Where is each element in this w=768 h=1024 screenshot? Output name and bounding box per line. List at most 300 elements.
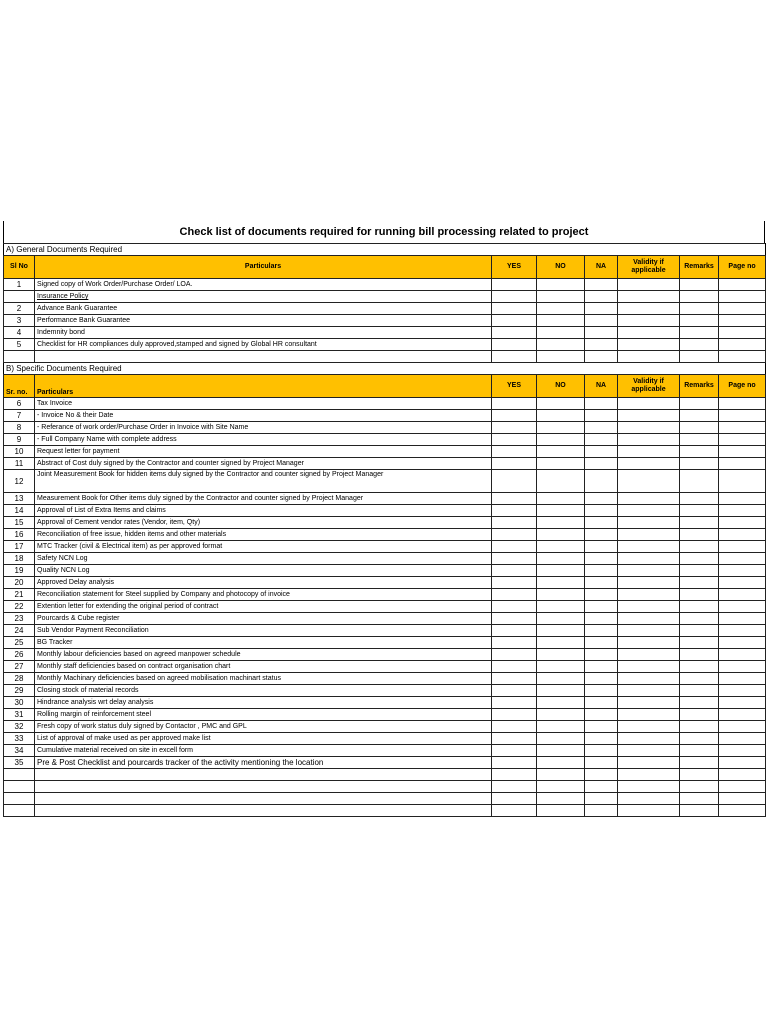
remarks-cell[interactable] [680,673,719,685]
page-no-cell[interactable] [719,673,766,685]
remarks-cell[interactable] [680,661,719,673]
row-particulars: Abstract of Cost duly signed by the Contractor and counter signed by Project Manager [35,458,492,470]
na-cell[interactable] [585,757,618,769]
validity-cell[interactable] [618,709,680,721]
na-cell[interactable] [585,470,618,493]
na-cell[interactable] [585,709,618,721]
yes-cell[interactable] [492,339,537,351]
page-no-cell[interactable] [719,446,766,458]
page-no-cell[interactable] [719,422,766,434]
no-cell[interactable] [537,291,585,303]
validity-cell[interactable] [618,697,680,709]
yes-cell[interactable] [492,493,537,505]
na-cell[interactable] [585,410,618,422]
yes-cell[interactable] [492,733,537,745]
page-no-cell[interactable] [719,577,766,589]
page-no-cell[interactable] [719,637,766,649]
no-cell[interactable] [537,398,585,410]
remarks-cell[interactable] [680,769,719,781]
no-cell[interactable] [537,613,585,625]
no-cell[interactable] [537,410,585,422]
validity-cell[interactable] [618,339,680,351]
na-cell[interactable] [585,422,618,434]
na-cell[interactable] [585,721,618,733]
validity-cell[interactable] [618,685,680,697]
no-cell[interactable] [537,805,585,817]
yes-cell[interactable] [492,279,537,291]
page-no-cell[interactable] [719,410,766,422]
page-no-cell[interactable] [719,601,766,613]
row-particulars: Pourcards & Cube register [35,613,492,625]
na-cell[interactable] [585,291,618,303]
row-particulars: Pre & Post Checklist and pourcards tracker of the activity mentioning the location [35,757,492,769]
no-cell[interactable] [537,351,585,363]
yes-cell[interactable] [492,422,537,434]
yes-cell[interactable] [492,541,537,553]
remarks-cell[interactable] [680,793,719,805]
page-no-cell[interactable] [719,769,766,781]
na-cell[interactable] [585,351,618,363]
page-no-cell[interactable] [719,529,766,541]
no-cell[interactable] [537,589,585,601]
page-no-cell[interactable] [719,565,766,577]
row-particulars: Approval of List of Extra Items and claims [35,505,492,517]
no-cell[interactable] [537,781,585,793]
remarks-cell[interactable] [680,422,719,434]
no-cell[interactable] [537,303,585,315]
no-cell[interactable] [537,709,585,721]
validity-cell[interactable] [618,613,680,625]
yes-cell[interactable] [492,709,537,721]
row-number: 24 [4,625,35,637]
remarks-cell[interactable] [680,493,719,505]
header-cell: NO [537,375,585,398]
validity-cell[interactable] [618,351,680,363]
yes-cell[interactable] [492,589,537,601]
page-no-cell[interactable] [719,517,766,529]
row-number: 10 [4,446,35,458]
no-cell[interactable] [537,470,585,493]
validity-cell[interactable] [618,398,680,410]
remarks-cell[interactable] [680,625,719,637]
row-particulars: Joint Measurement Book for hidden items duly signed by the Contractor and counter signed by Project Manager [35,470,492,493]
remarks-cell[interactable] [680,601,719,613]
na-cell[interactable] [585,577,618,589]
header-cell: Sr. no. [4,375,35,398]
page-no-cell[interactable] [719,757,766,769]
remarks-cell[interactable] [680,279,719,291]
no-cell[interactable] [537,493,585,505]
row-particulars: Monthly labour deficiencies based on agreed manpower schedule [35,649,492,661]
yes-cell[interactable] [492,553,537,565]
na-cell[interactable] [585,458,618,470]
page-no-cell[interactable] [719,805,766,817]
row-number: 33 [4,733,35,745]
na-cell[interactable] [585,279,618,291]
na-cell[interactable] [585,601,618,613]
validity-cell[interactable] [618,279,680,291]
row-particulars: Monthly Machinary deficiencies based on agreed mobilisation machinart status [35,673,492,685]
yes-cell[interactable] [492,315,537,327]
yes-cell[interactable] [492,769,537,781]
no-cell[interactable] [537,745,585,757]
yes-cell[interactable] [492,601,537,613]
validity-cell[interactable] [618,505,680,517]
row-number: 6 [4,398,35,410]
remarks-cell[interactable] [680,685,719,697]
table-row [4,661,766,673]
no-cell[interactable] [537,327,585,339]
validity-cell[interactable] [618,458,680,470]
validity-cell[interactable] [618,625,680,637]
no-cell[interactable] [537,733,585,745]
page-no-cell[interactable] [719,625,766,637]
validity-cell[interactable] [618,565,680,577]
yes-cell[interactable] [492,757,537,769]
row-particulars: Reconciliation of free issue, hidden items and other materials [35,529,492,541]
na-cell[interactable] [585,805,618,817]
remarks-cell[interactable] [680,315,719,327]
remarks-cell[interactable] [680,327,719,339]
remarks-cell[interactable] [680,553,719,565]
remarks-cell[interactable] [680,434,719,446]
validity-cell[interactable] [618,434,680,446]
table-row [4,589,766,601]
no-cell[interactable] [537,422,585,434]
yes-cell[interactable] [492,793,537,805]
remarks-cell[interactable] [680,351,719,363]
validity-cell[interactable] [618,637,680,649]
yes-cell[interactable] [492,697,537,709]
row-particulars: Checklist for HR compliances duly approved,stamped and signed by Global HR consultant [35,339,492,351]
validity-cell[interactable] [618,577,680,589]
page-no-cell[interactable] [719,505,766,517]
validity-cell[interactable] [618,291,680,303]
na-cell[interactable] [585,315,618,327]
validity-cell[interactable] [618,327,680,339]
validity-cell[interactable] [618,601,680,613]
yes-cell[interactable] [492,613,537,625]
page-no-cell[interactable] [719,745,766,757]
remarks-cell[interactable] [680,565,719,577]
page-no-cell[interactable] [719,470,766,493]
table-row [4,805,766,817]
remarks-cell[interactable] [680,577,719,589]
no-cell[interactable] [537,673,585,685]
yes-cell[interactable] [492,410,537,422]
row-particulars: Quality NCN Log [35,565,492,577]
no-cell[interactable] [537,446,585,458]
row-particulars: List of approval of make used as per approved make list [35,733,492,745]
no-cell[interactable] [537,637,585,649]
page-no-cell[interactable] [719,279,766,291]
table-row [4,565,766,577]
no-cell[interactable] [537,434,585,446]
validity-cell[interactable] [618,315,680,327]
validity-cell[interactable] [618,793,680,805]
row-particulars [35,793,492,805]
page-no-cell[interactable] [719,541,766,553]
no-cell[interactable] [537,339,585,351]
validity-cell[interactable] [618,589,680,601]
row-particulars: Tax Invoice [35,398,492,410]
yes-cell[interactable] [492,529,537,541]
row-particulars [35,351,492,363]
table-row [4,709,766,721]
table-row [4,327,766,339]
page-no-cell[interactable] [719,553,766,565]
checklist-sheet [3,221,765,817]
yes-cell[interactable] [492,351,537,363]
row-particulars: Advance Bank Guarantee [35,303,492,315]
yes-cell[interactable] [492,303,537,315]
validity-cell[interactable] [618,721,680,733]
remarks-cell[interactable] [680,805,719,817]
no-cell[interactable] [537,505,585,517]
yes-cell[interactable] [492,781,537,793]
na-cell[interactable] [585,517,618,529]
row-number: 34 [4,745,35,757]
validity-cell[interactable] [618,422,680,434]
na-cell[interactable] [585,398,618,410]
no-cell[interactable] [537,685,585,697]
remarks-cell[interactable] [680,649,719,661]
no-cell[interactable] [537,661,585,673]
page-no-cell[interactable] [719,398,766,410]
yes-cell[interactable] [492,458,537,470]
validity-cell[interactable] [618,446,680,458]
table-row [4,697,766,709]
header-cell: Page no [719,375,766,398]
remarks-cell[interactable] [680,781,719,793]
yes-cell[interactable] [492,661,537,673]
page-no-cell[interactable] [719,733,766,745]
yes-cell[interactable] [492,398,537,410]
remarks-cell[interactable] [680,398,719,410]
na-cell[interactable] [585,541,618,553]
validity-cell[interactable] [618,805,680,817]
na-cell[interactable] [585,327,618,339]
yes-cell[interactable] [492,649,537,661]
remarks-cell[interactable] [680,637,719,649]
yes-cell[interactable] [492,625,537,637]
remarks-cell[interactable] [680,589,719,601]
row-particulars: Performance Bank Guarantee [35,315,492,327]
remarks-cell[interactable] [680,303,719,315]
remarks-cell[interactable] [680,517,719,529]
row-particulars: - Full Company Name with complete address [35,434,492,446]
no-cell[interactable] [537,697,585,709]
na-cell[interactable] [585,339,618,351]
remarks-cell[interactable] [680,757,719,769]
remarks-cell[interactable] [680,541,719,553]
remarks-cell[interactable] [680,745,719,757]
remarks-cell[interactable] [680,458,719,470]
validity-cell[interactable] [618,673,680,685]
page-no-cell[interactable] [719,351,766,363]
page-no-cell[interactable] [719,721,766,733]
page-no-cell[interactable] [719,709,766,721]
page-no-cell[interactable] [719,685,766,697]
validity-cell[interactable] [618,769,680,781]
no-cell[interactable] [537,577,585,589]
yes-cell[interactable] [492,637,537,649]
no-cell[interactable] [537,279,585,291]
validity-cell[interactable] [618,649,680,661]
no-cell[interactable] [537,793,585,805]
yes-cell[interactable] [492,577,537,589]
page-no-cell[interactable] [719,697,766,709]
na-cell[interactable] [585,793,618,805]
row-number: 23 [4,613,35,625]
validity-cell[interactable] [618,757,680,769]
remarks-cell[interactable] [680,709,719,721]
page-no-cell[interactable] [719,589,766,601]
validity-cell[interactable] [618,541,680,553]
yes-cell[interactable] [492,434,537,446]
row-particulars: Extention letter for extending the original period of contract [35,601,492,613]
table-row [4,613,766,625]
yes-cell[interactable] [492,721,537,733]
remarks-cell[interactable] [680,446,719,458]
no-cell[interactable] [537,649,585,661]
validity-cell[interactable] [618,781,680,793]
na-cell[interactable] [585,697,618,709]
page-no-cell[interactable] [719,613,766,625]
remarks-cell[interactable] [680,697,719,709]
page-no-cell[interactable] [719,434,766,446]
na-cell[interactable] [585,781,618,793]
no-cell[interactable] [537,601,585,613]
yes-cell[interactable] [492,327,537,339]
na-cell[interactable] [585,661,618,673]
no-cell[interactable] [537,541,585,553]
na-cell[interactable] [585,769,618,781]
validity-cell[interactable] [618,745,680,757]
table-row [4,351,766,363]
page-no-cell[interactable] [719,493,766,505]
page-no-cell[interactable] [719,458,766,470]
validity-cell[interactable] [618,410,680,422]
no-cell[interactable] [537,721,585,733]
na-cell[interactable] [585,613,618,625]
no-cell[interactable] [537,529,585,541]
page-no-cell[interactable] [719,793,766,805]
yes-cell[interactable] [492,685,537,697]
page-no-cell[interactable] [719,327,766,339]
remarks-cell[interactable] [680,339,719,351]
yes-cell[interactable] [492,673,537,685]
page-no-cell[interactable] [719,291,766,303]
remarks-cell[interactable] [680,529,719,541]
na-cell[interactable] [585,673,618,685]
na-cell[interactable] [585,303,618,315]
validity-cell[interactable] [618,517,680,529]
yes-cell[interactable] [492,745,537,757]
page-no-cell[interactable] [719,781,766,793]
validity-cell[interactable] [618,529,680,541]
page-no-cell[interactable] [719,649,766,661]
row-number: 2 [4,303,35,315]
table-row [4,517,766,529]
row-number: 19 [4,565,35,577]
remarks-cell[interactable] [680,613,719,625]
remarks-cell[interactable] [680,505,719,517]
remarks-cell[interactable] [680,721,719,733]
no-cell[interactable] [537,315,585,327]
no-cell[interactable] [537,565,585,577]
yes-cell[interactable] [492,291,537,303]
no-cell[interactable] [537,458,585,470]
sheet-title: Check list of documents required for running bill processing related to project [3,221,765,243]
no-cell[interactable] [537,757,585,769]
section-label-row [4,363,766,375]
validity-cell[interactable] [618,470,680,493]
yes-cell[interactable] [492,565,537,577]
row-number [4,781,35,793]
validity-cell[interactable] [618,553,680,565]
table-row [4,291,766,303]
no-cell[interactable] [537,625,585,637]
na-cell[interactable] [585,625,618,637]
na-cell[interactable] [585,649,618,661]
na-cell[interactable] [585,553,618,565]
validity-cell[interactable] [618,303,680,315]
yes-cell[interactable] [492,446,537,458]
page-no-cell[interactable] [719,303,766,315]
na-cell[interactable] [585,529,618,541]
na-cell[interactable] [585,565,618,577]
row-number: 1 [4,279,35,291]
row-particulars: Closing stock of material records [35,685,492,697]
page-no-cell[interactable] [719,661,766,673]
page-no-cell[interactable] [719,339,766,351]
na-cell[interactable] [585,434,618,446]
na-cell[interactable] [585,505,618,517]
na-cell[interactable] [585,493,618,505]
na-cell[interactable] [585,745,618,757]
row-number: 22 [4,601,35,613]
na-cell[interactable] [585,733,618,745]
checklist-table [3,243,766,817]
row-number: 30 [4,697,35,709]
row-particulars: Safety NCN Log [35,553,492,565]
yes-cell[interactable] [492,505,537,517]
remarks-cell[interactable] [680,410,719,422]
remarks-cell[interactable] [680,733,719,745]
table-row [4,757,766,769]
validity-cell[interactable] [618,661,680,673]
na-cell[interactable] [585,446,618,458]
no-cell[interactable] [537,769,585,781]
row-number: 18 [4,553,35,565]
na-cell[interactable] [585,685,618,697]
table-row [4,279,766,291]
remarks-cell[interactable] [680,470,719,493]
no-cell[interactable] [537,553,585,565]
table-row [4,529,766,541]
yes-cell[interactable] [492,470,537,493]
na-cell[interactable] [585,589,618,601]
validity-cell[interactable] [618,493,680,505]
yes-cell[interactable] [492,805,537,817]
na-cell[interactable] [585,637,618,649]
remarks-cell[interactable] [680,291,719,303]
validity-cell[interactable] [618,733,680,745]
yes-cell[interactable] [492,517,537,529]
page-no-cell[interactable] [719,315,766,327]
no-cell[interactable] [537,517,585,529]
